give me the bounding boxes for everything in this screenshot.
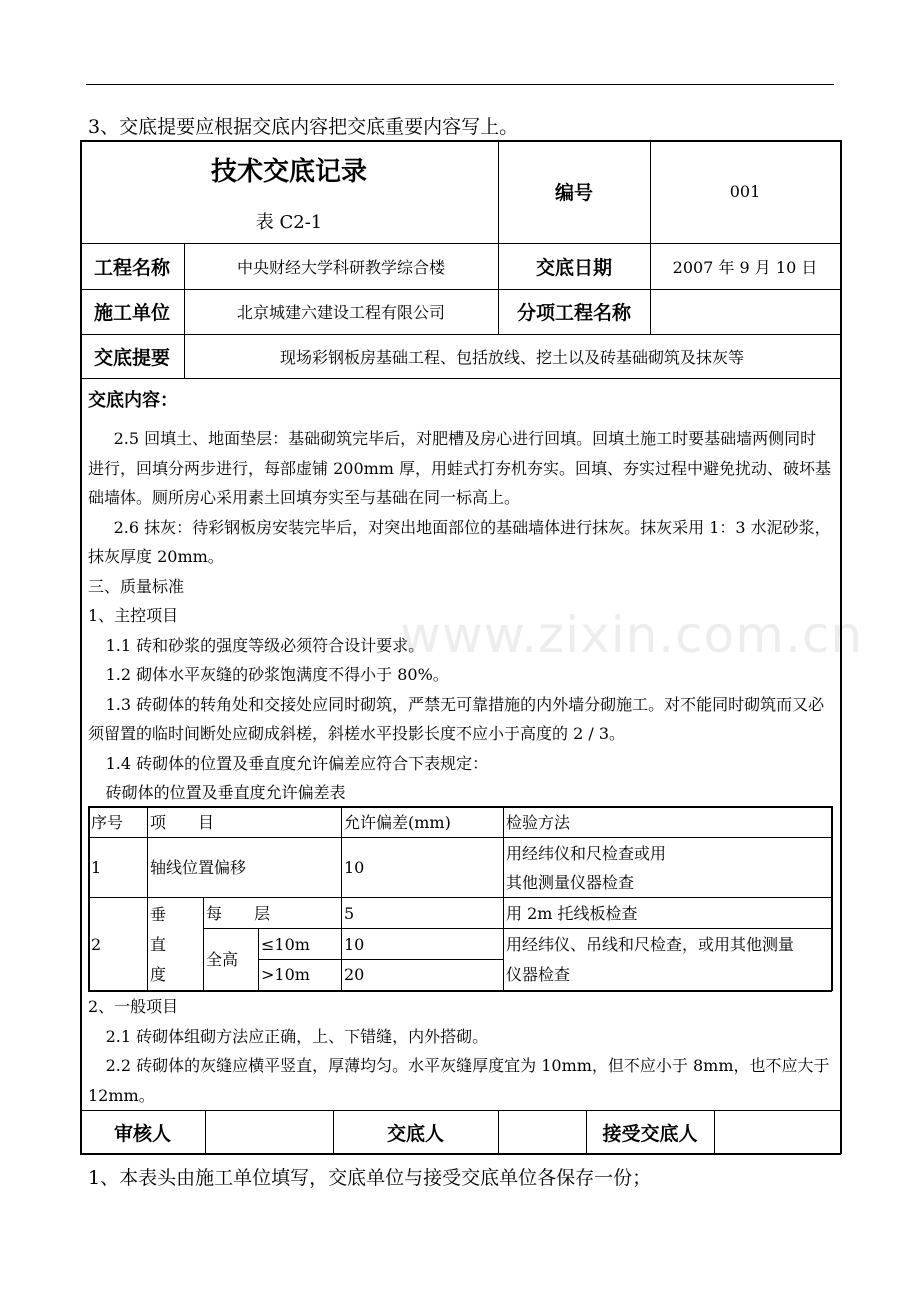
summary-value: 现场彩钢板房基础工程、包括放线、挖土以及砖基础砌筑及抹灰等 — [279, 347, 744, 367]
th-item: 项 目 — [150, 813, 215, 832]
row1-method-line1: 用经纬仪和尺检查或用 — [506, 844, 667, 863]
form-code: 表 C2-1 — [255, 212, 323, 233]
table-line — [88, 897, 832, 898]
row2-group-char3: 度 — [150, 965, 167, 984]
unit-value: 北京城建六建设工程有限公司 — [236, 303, 445, 322]
th-method: 检验方法 — [506, 813, 571, 832]
table-line — [203, 897, 204, 991]
th-deviation: 允许偏差(mm) — [344, 813, 451, 832]
row2-total-method-line1: 用经纬仪、吊线和尺检查，或用其他测量 — [506, 935, 795, 954]
date-value: 2007 年 9 月 10 日 — [672, 257, 818, 277]
th-no: 序号 — [91, 813, 124, 832]
row1-item: 轴线位置偏移 — [150, 858, 247, 877]
watermark: www.zixin.com.cn — [400, 606, 864, 664]
receiver-value — [714, 1110, 840, 1154]
item-1-1: 1.1 砖和砂浆的强度等级必须符合设计要求。 — [105, 635, 425, 655]
row2-no: 2 — [91, 935, 102, 954]
number-label: 编号 — [554, 182, 593, 204]
row2-lte-label: ≤10m — [261, 935, 310, 954]
row1-method-line2: 其他测量仪器检查 — [506, 873, 635, 892]
para-2-5: 2.5 回填土、地面垫层：基础砌筑完毕后，对肥槽及房心进行回填。回填土施工时要基础墙两侧同时进行，回填分两步进行，每部虚铺 200mm 厚，用蛙式打夯机夯实。回填、夯实过程中避免扰动、破坏基础墙体。厕所房心采用素土回填夯实至与基础在同一标高上。 — [88, 429, 832, 507]
item-1-4: 1.4 砖砌体的位置及垂直度允许偏差应符合下表规定： — [105, 753, 489, 773]
row1-no: 1 — [91, 858, 102, 877]
row2-lte-value: 10 — [344, 935, 365, 954]
row2-gt-value: 20 — [344, 965, 365, 984]
subproject-label: 分项工程名称 — [516, 302, 631, 324]
presenter-label: 交底人 — [386, 1122, 444, 1145]
item-1-2: 1.2 砌体水平灰缝的砂浆饱满度不得小于 80%。 — [105, 665, 449, 684]
general-items-block — [88, 992, 832, 1110]
table-caption: 砖砌体的位置及垂直度允许偏差表 — [105, 783, 346, 802]
date-label: 交底日期 — [535, 256, 612, 279]
table-line — [341, 806, 342, 991]
row-line — [80, 378, 841, 379]
table-line — [258, 928, 259, 991]
row2-floor-label: 每 层 — [206, 904, 271, 923]
item-2-1: 2.1 砖砌体组砌方法应正确，上、下错缝，内外搭砌。 — [105, 1026, 489, 1046]
general-items-title: 2、一般项目 — [88, 997, 179, 1016]
reviewer-label: 审核人 — [113, 1122, 171, 1145]
table-line — [831, 806, 833, 991]
unit-label: 施工单位 — [93, 302, 170, 324]
para-2-6: 2.6 抹灰：待彩钢板房安装完毕后，对突出地面部位的基础墙体进行抹灰。抹灰采用 1：3 水泥砂浆，抹灰厚度 20mm。 — [88, 517, 831, 566]
note-top: 3、交底提要应根据交底内容把交底重要内容写上。 — [88, 116, 519, 138]
row2-total-method-line2: 仪器检查 — [506, 965, 571, 984]
quality-title: 三、质量标准 — [88, 576, 185, 596]
number-value: 001 — [729, 182, 761, 201]
row2-floor-method: 用 2m 托线板检查 — [506, 904, 638, 923]
header-rule — [86, 84, 834, 85]
form-title: 技术交底记录 — [210, 156, 367, 187]
project-label: 工程名称 — [93, 256, 170, 279]
main-items-title: 1、主控项目 — [88, 606, 179, 625]
table-line — [203, 928, 832, 929]
row2-group-char1: 垂 — [150, 905, 167, 924]
project-value: 中央财经大学科研教学综合楼 — [236, 257, 445, 277]
table-line — [88, 837, 832, 838]
content-heading: 交底内容： — [88, 390, 178, 411]
table-line — [503, 806, 504, 991]
receiver-label: 接受交底人 — [602, 1122, 698, 1145]
content-block — [88, 386, 832, 808]
reviewer-value — [205, 1110, 333, 1154]
row1-value: 10 — [344, 858, 365, 877]
subproject-value — [650, 289, 840, 334]
row2-total-label: 全高 — [206, 950, 239, 969]
item-2-2: 2.2 砖砌体的灰缝应横平竖直，厚薄均匀。水平灰缝厚度宜为 10mm，但不应小于 8mm，也不应大于 12mm。 — [88, 1056, 830, 1105]
presenter-value — [498, 1110, 586, 1154]
row2-floor-value: 5 — [344, 904, 355, 923]
table-line — [147, 806, 148, 991]
item-1-3: 1.3 砖砌体的转角处和交接处应同时砌筑，严禁无可靠措施的内外墙分砌施工。对不能同时砌筑而又必须留置的临时间断处应砌成斜槎，斜槎水平投影长度不应小于高度的 2 / 3。 — [88, 694, 825, 743]
summary-label: 交底提要 — [93, 346, 170, 369]
table-line — [88, 806, 90, 991]
row2-group-char2: 直 — [150, 935, 167, 954]
note-bottom: 1、本表头由施工单位填写，交底单位与接受交底单位各保存一份； — [88, 1167, 652, 1189]
row2-gt-label: >10m — [261, 965, 310, 984]
